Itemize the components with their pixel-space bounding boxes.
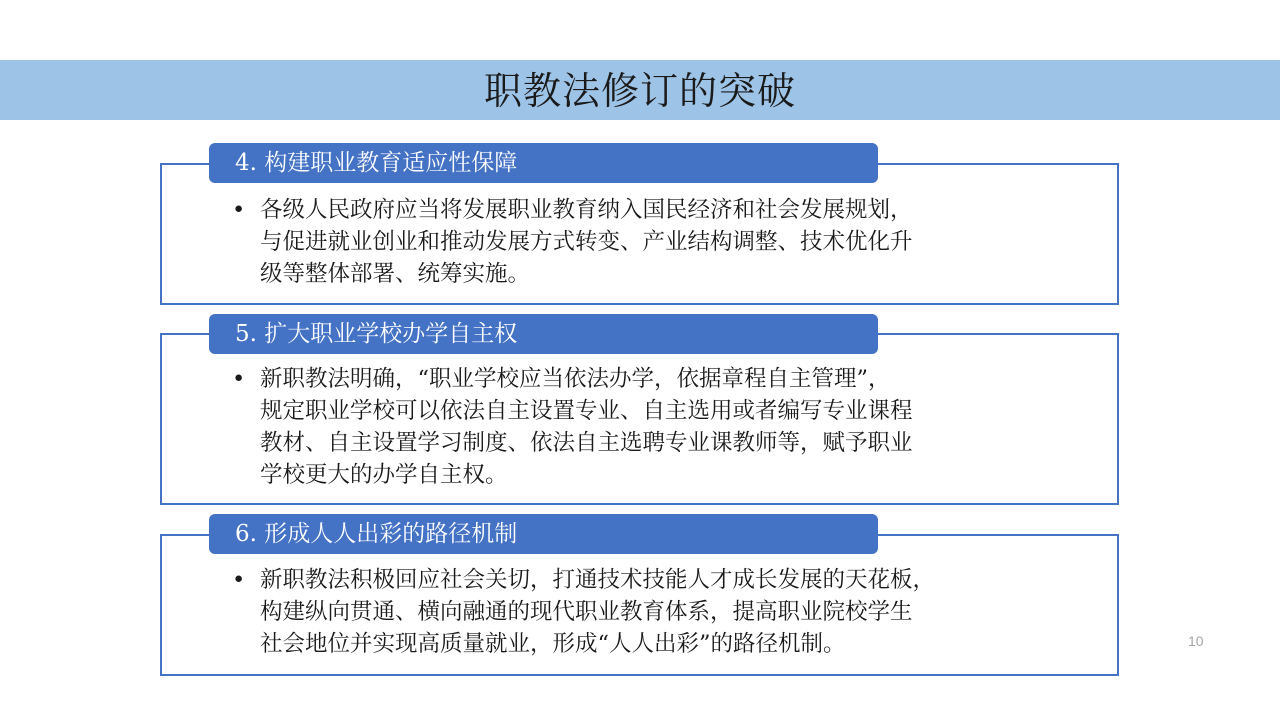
text-line: 学校更大的办学自主权。 (260, 462, 508, 488)
page-number: 10 (1188, 633, 1204, 649)
bullet-text (260, 194, 1060, 290)
section-header-4: 4. 构建职业教育适应性保障 (209, 143, 878, 183)
bullet-text (260, 363, 1060, 491)
bullet-text (260, 564, 1060, 660)
bullet-icon: • (232, 567, 246, 593)
text-line: 与促进就业创业和推动发展方式转变、产业结构调整、技术优化升 (260, 229, 913, 255)
text-line: 新职教法积极回应社会关切，打通技术技能人才成长发展的天花板， (260, 567, 936, 593)
slide-title: 职教法修订的突破 (483, 69, 796, 113)
section-header-5: 5. 扩大职业学校办学自主权 (209, 314, 878, 354)
bullet-icon: • (232, 197, 246, 223)
section-header-6: 6. 形成人人出彩的路径机制 (209, 514, 878, 554)
text-line: 新职教法明确，“职业学校应当依法办学，依据章程自主管理”， (260, 366, 891, 392)
text-line: 级等整体部署、统筹实施。 (260, 261, 531, 287)
text-line: 各级人民政府应当将发展职业教育纳入国民经济和社会发展规划， (260, 197, 913, 223)
text-line: 构建纵向贯通、横向融通的现代职业教育体系，提高职业院校学生 (260, 599, 913, 625)
text-line: 社会地位并实现高质量就业，形成“人人出彩”的路径机制。 (260, 631, 846, 657)
text-line: 教材、自主设置学习制度、依法自主选聘专业课教师等，赋予职业 (260, 430, 913, 456)
bullet-icon: • (232, 366, 246, 392)
text-line: 规定职业学校可以依法自主设置专业、自主选用或者编写专业课程 (260, 398, 913, 424)
